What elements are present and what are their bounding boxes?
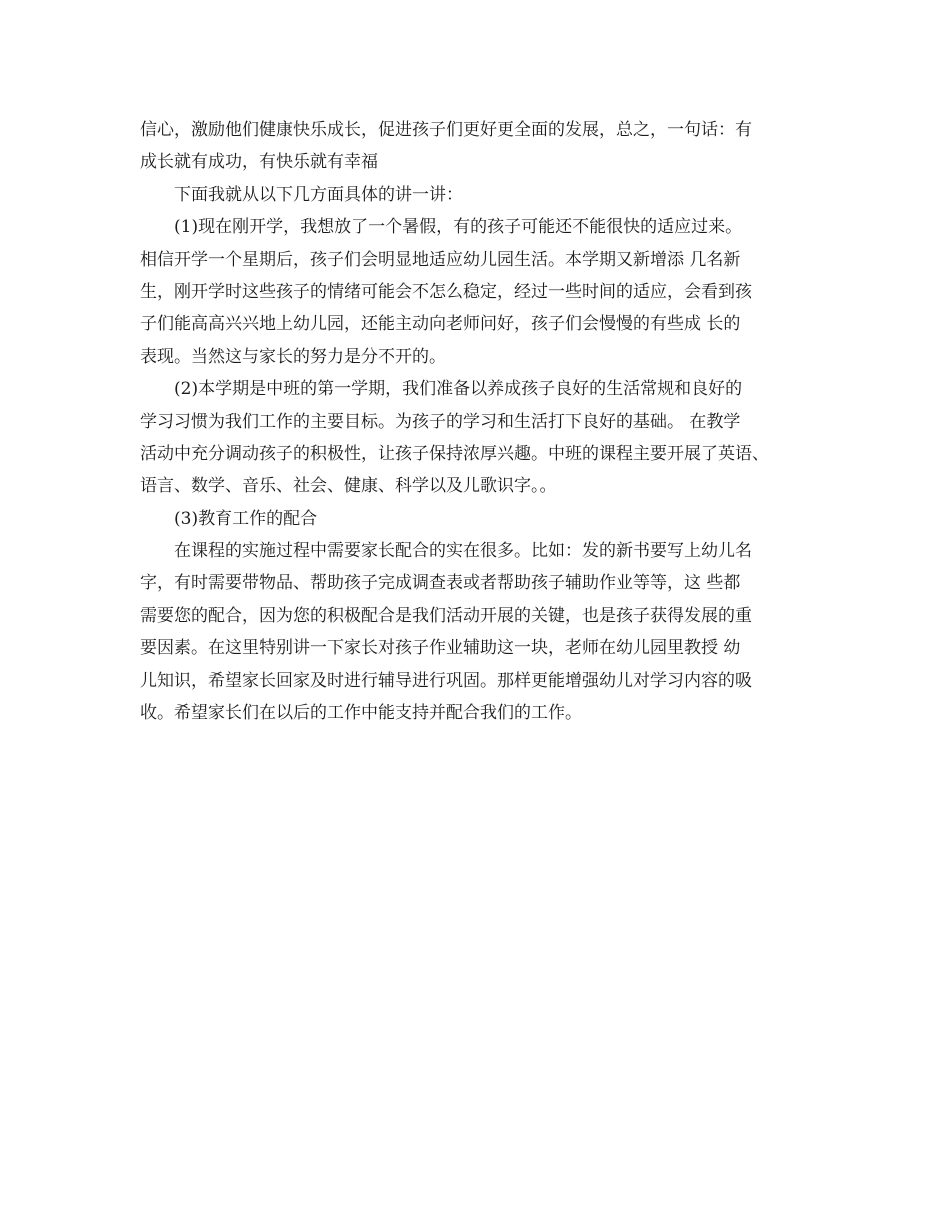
text-line: 生，刚开学时这些孩子的情绪可能会不怎么稳定，经过一些时间的适应，会看到孩 <box>140 281 752 302</box>
text-line: 语言、数学、音乐、社会、健康、科学以及儿歌识字。。 <box>140 476 557 497</box>
text-line: (2)本学期是中班的第一学期，我们准备以养成孩子良好的生活常规和良好的 <box>174 379 743 400</box>
text-line: (1)现在刚开学，我想放了一个暑假，有的孩子可能还不能很快的适应过来。 <box>174 217 743 238</box>
text-line: 活动中充分调动孩子的积极性，让孩子保持浓厚兴趣。中班的课程主要开展了英语、 <box>140 443 769 464</box>
text-line: 表现。当然这与家长的努力是分不开的。 <box>140 346 446 367</box>
text-line: 成长就有成功，有快乐就有幸福 <box>140 152 378 173</box>
text-line: 在课程的实施过程中需要家长配合的实在很多。比如：发的新书要写上幼儿名 <box>174 541 752 562</box>
text-line: 相信开学一个星期后，孩子们会明显地适应幼儿园生活。本学期又新增添 几名新 <box>140 249 741 270</box>
text-line: 学习习惯为我们工作的主要目标。为孩子的学习和生活打下良好的基础。 在教学 <box>140 411 741 432</box>
text-line: 子们能高高兴兴地上幼儿园，还能主动向老师问好，孩子们会慢慢的有些成 长的 <box>140 314 741 335</box>
text-line: 字，有时需要带物品、帮助孩子完成调查表或者帮助孩子辅助作业等等，这 些都 <box>140 573 741 594</box>
text-line: 需要您的配合，因为您的积极配合是我们活动开展的关键，也是孩子获得发展的重 <box>140 605 752 626</box>
text-line: 儿知识，希望家长回家及时进行辅导进行巩固。那样更能增强幼儿对学习内容的吸 <box>140 670 752 691</box>
text-line: 收。希望家长们在以后的工作中能支持并配合我们的工作。 <box>140 703 582 724</box>
body-text <box>140 114 840 729</box>
text-line: (3)教育工作的配合 <box>174 508 318 529</box>
text-line: 信心，激励他们健康快乐成长，促进孩子们更好更全面的发展，总之，一句话：有 <box>140 120 752 140</box>
text-line: 要因素。在这里特别讲一下家长对孩子作业辅助这一块，老师在幼儿园里教授 幼 <box>140 638 741 659</box>
text-line: 下面我就从以下几方面具体的讲一讲： <box>174 184 463 205</box>
